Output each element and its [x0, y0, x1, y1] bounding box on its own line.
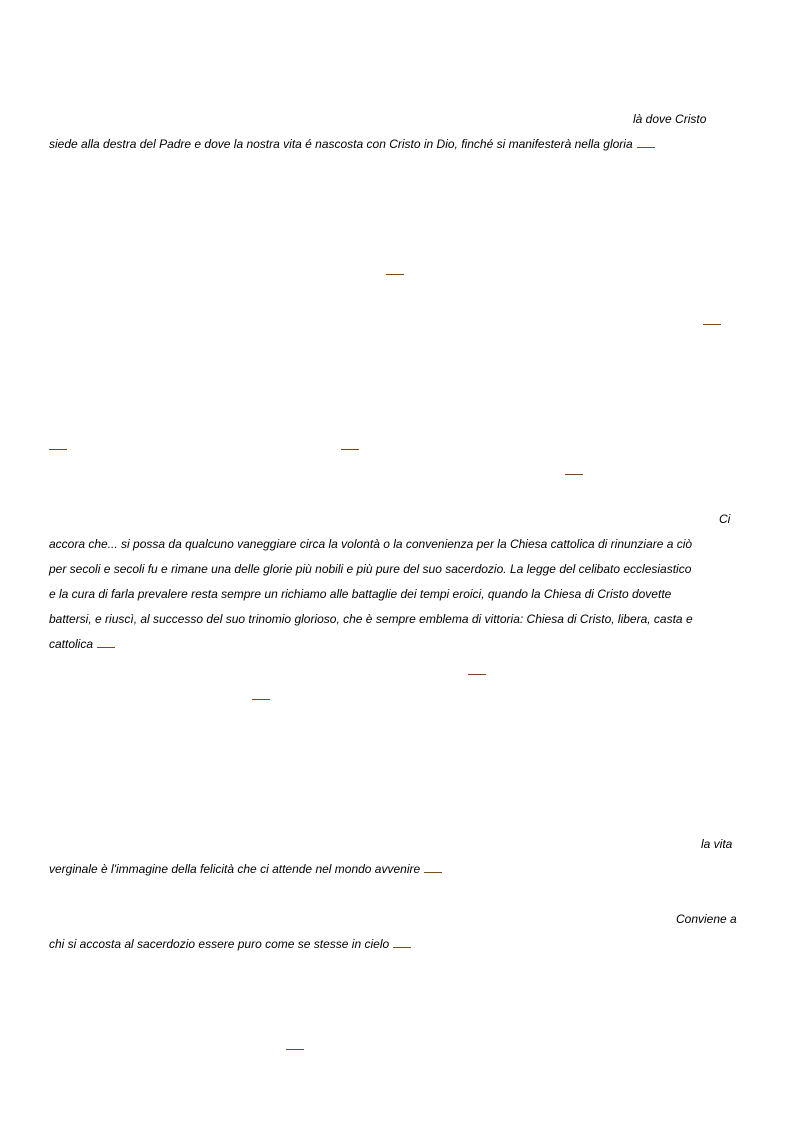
paragraph-4-line-2 [49, 937, 411, 951]
paragraph-3-line-2-text: verginale è l'immagine della felicità che ci attende nel mondo avvenire [49, 862, 421, 876]
footnote-reference-link[interactable] [341, 441, 359, 450]
footnote-reference-link[interactable] [286, 1041, 304, 1050]
footnote-reference-link[interactable] [637, 139, 655, 148]
footnote-reference-link[interactable] [386, 266, 404, 275]
paragraph-2-line-2: accora che... si possa da qualcuno vaneggiare circa la volontà o la convenienza per la Chiesa cattolica di rinunziare a ciò [49, 537, 693, 551]
paragraph-1-line-2-text: siede alla destra del Padre e dove la nostra vita é nascosta con Cristo in Dio, finché si manifesterà nella gloria [49, 137, 633, 151]
paragraph-2-line-5: battersi, e riuscì, al successo del suo trinomio glorioso, che è sempre emblema di vittoria: Chiesa di Cristo, libera, casta e [49, 612, 693, 626]
footnote-reference-link[interactable] [97, 639, 115, 648]
footnote-reference-link[interactable] [49, 441, 67, 450]
paragraph-1-line-2 [49, 137, 655, 151]
footnote-reference-link[interactable] [424, 864, 442, 873]
paragraph-1-line-1: là dove Cristo [633, 112, 707, 126]
footnote-reference-link[interactable] [393, 939, 411, 948]
paragraph-2-line-4: e la cura di farla prevalere resta sempre un richiamo alle battaglie dei tempi eroici, quando la Chiesa di Cristo dovette [49, 587, 672, 601]
paragraph-4-line-2-text: chi si accosta al sacerdozio essere puro come se stesse in cielo [49, 937, 390, 951]
footnote-reference-link[interactable] [703, 316, 721, 325]
footnote-reference-link[interactable] [468, 666, 486, 675]
footnote-reference-link[interactable] [565, 466, 583, 475]
paragraph-2-line-1: Ci [719, 512, 731, 526]
paragraph-3-line-1: la vita [701, 837, 733, 851]
paragraph-2-line-6-text: cattolica [49, 637, 94, 651]
paragraph-2-line-3: per secoli e secoli fu e rimane una delle glorie più nobili e più pure del suo sacerdozio. La legge del celibato ecclesiastico [49, 562, 692, 576]
footnote-reference-link[interactable] [252, 691, 270, 700]
paragraph-2-line-6 [49, 637, 115, 651]
paragraph-3-line-2 [49, 862, 442, 876]
paragraph-4-line-1: Conviene a [676, 912, 737, 926]
